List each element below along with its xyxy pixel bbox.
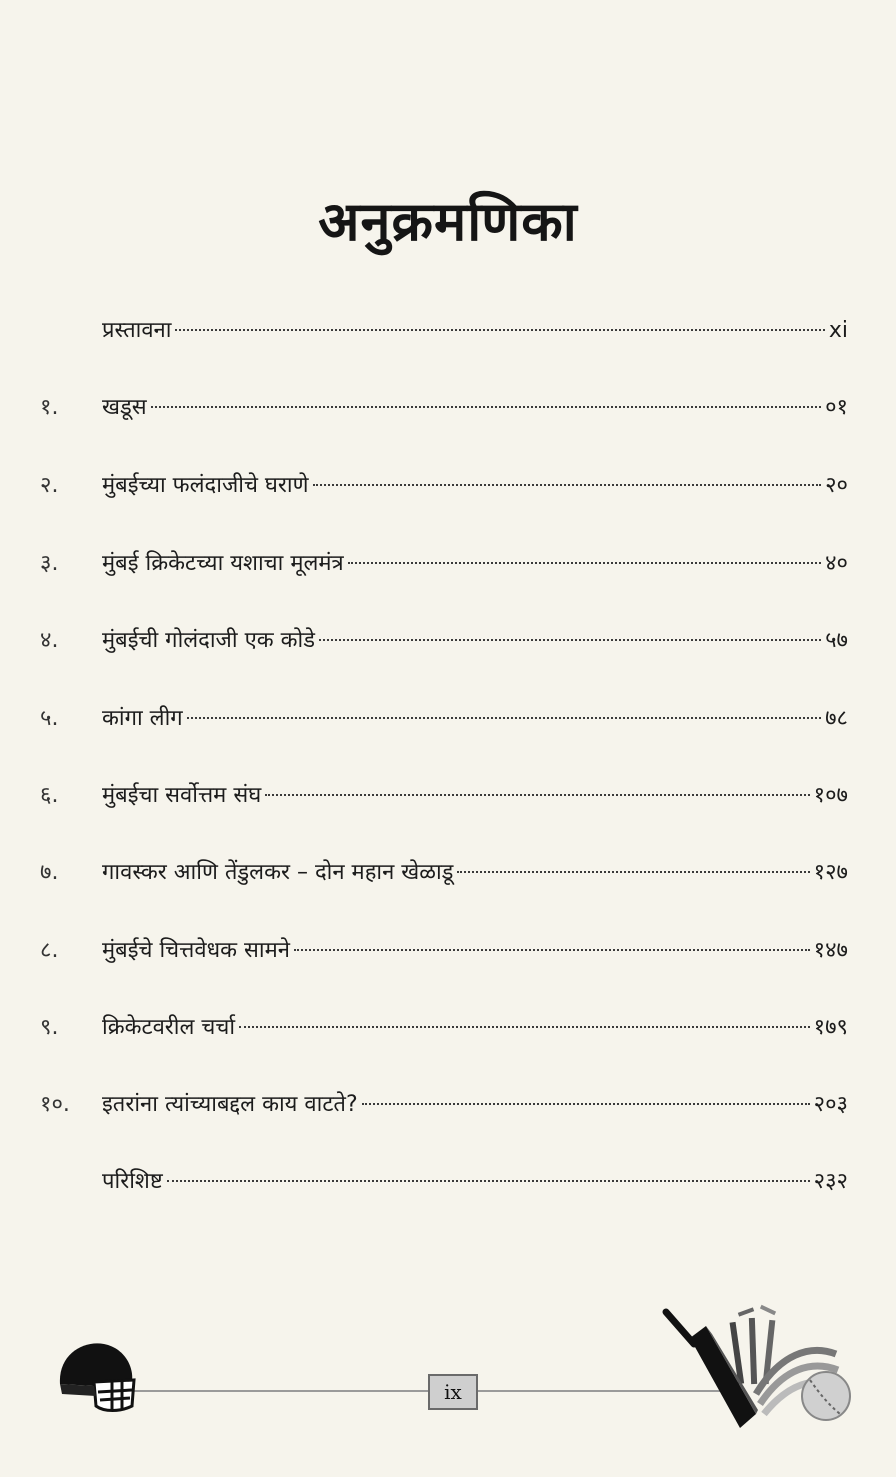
toc-entry[interactable]: [40, 702, 848, 742]
toc-entry[interactable]: [40, 934, 848, 974]
dot-leader: [239, 1026, 810, 1028]
chapter-number: २.: [40, 473, 59, 498]
page-reference: १४७: [813, 938, 848, 963]
toc-entry[interactable]: [40, 391, 848, 431]
toc-entry[interactable]: [40, 856, 848, 896]
toc-entry[interactable]: [40, 547, 848, 587]
chapter-number: १०.: [40, 1092, 70, 1117]
toc-entry[interactable]: [40, 469, 848, 509]
page-reference: २०: [825, 473, 848, 498]
dot-leader: [294, 949, 810, 951]
toc-entry[interactable]: [40, 314, 848, 354]
chapter-title: प्रस्तावना: [102, 318, 172, 343]
chapter-title: कांगा लीग: [102, 706, 183, 731]
chapter-title: परिशिष्ट: [102, 1169, 163, 1194]
chapter-number: ८.: [40, 938, 59, 963]
toc-entry[interactable]: [40, 1011, 848, 1051]
chapter-number: ३.: [40, 551, 59, 576]
dot-leader: [348, 562, 821, 564]
chapter-title: क्रिकेटवरील चर्चा: [102, 1015, 236, 1040]
page-reference: २३२: [813, 1169, 848, 1194]
chapter-number: ७.: [40, 860, 59, 885]
chapter-title: मुंबईचा सर्वोत्तम संघ: [102, 783, 262, 808]
dot-leader: [187, 717, 821, 719]
toc-entry[interactable]: [40, 1088, 848, 1128]
cricket-bat-ball-stumps-icon: [660, 1304, 860, 1434]
page-reference: ७८: [825, 706, 848, 731]
footer-rule: [120, 1390, 726, 1392]
chapter-title: मुंबईची गोलंदाजी एक कोडे: [102, 628, 315, 653]
chapter-number: ४.: [40, 628, 59, 653]
chapter-title: गावस्कर आणि तेंडुलकर – दोन महान खेळाडू: [102, 860, 454, 885]
page-reference: १७९: [813, 1015, 848, 1040]
page-reference: २०३: [813, 1092, 848, 1117]
chapter-title: इतरांना त्यांच्याबद्दल काय वाटते?: [102, 1092, 358, 1117]
chapter-title: खडूस: [102, 395, 147, 420]
page-title: अनुक्रमणिका: [318, 190, 578, 253]
dot-leader: [313, 484, 822, 486]
page-reference: ५७: [825, 628, 848, 653]
cricket-helmet-icon: [54, 1336, 138, 1416]
page-reference: xi: [828, 318, 848, 343]
dot-leader: [175, 329, 824, 331]
toc-entry[interactable]: [40, 624, 848, 664]
page-reference: १०७: [813, 783, 848, 808]
dot-leader: [457, 871, 809, 873]
chapter-title: मुंबईच्या फलंदाजीचे घराणे: [102, 473, 309, 498]
chapter-title: मुंबई क्रिकेटच्या यशाचा मूलमंत्र: [102, 551, 344, 576]
chapter-number: ५.: [40, 706, 59, 731]
dot-leader: [167, 1180, 810, 1182]
dot-leader: [362, 1103, 810, 1105]
toc-entry[interactable]: [40, 779, 848, 819]
chapter-number: ९.: [40, 1015, 59, 1040]
page-reference: ४०: [825, 551, 848, 576]
page-reference: १२७: [813, 860, 848, 885]
dot-leader: [151, 406, 821, 408]
chapter-title: मुंबईचे चित्तवेधक सामने: [102, 938, 290, 963]
page-reference: ०१: [825, 395, 848, 420]
chapter-number: १.: [40, 395, 59, 420]
toc-entry[interactable]: [40, 1165, 848, 1205]
chapter-number: ६.: [40, 783, 59, 808]
page-number: ix: [428, 1374, 478, 1410]
dot-leader: [265, 794, 809, 796]
dot-leader: [319, 639, 821, 641]
